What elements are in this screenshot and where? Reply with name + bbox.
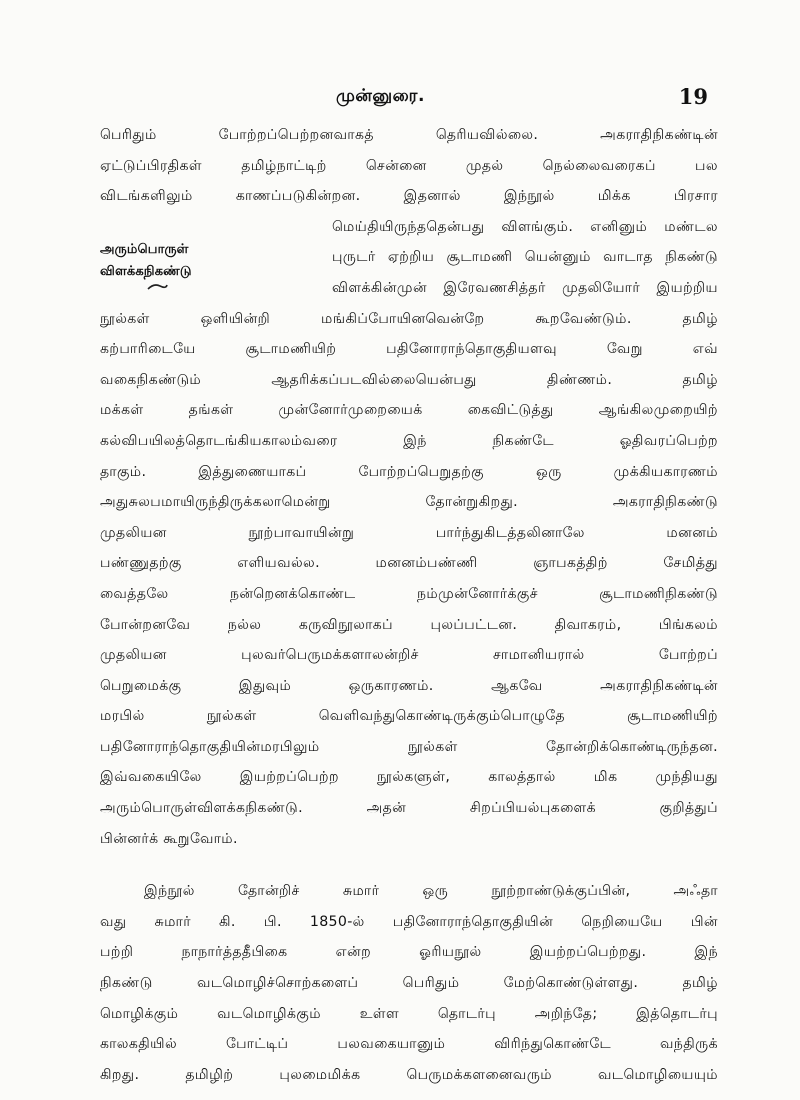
text-line: காலகதியில் போட்டிப் பலவகையானும் விரிந்துகொண்டே வந்திருக்	[100, 1036, 718, 1053]
text-line: கல்விபயிலத்தொடங்கியகாலம்வரை இந் நிகண்டே ஓதிவரப்பெற்ற	[100, 432, 718, 449]
text-line: இந்நூல் தோன்றிச் சுமார் ஒரு நூற்றாண்டுக்குப்பின், அஃதா	[144, 883, 718, 900]
text-line: ஏட்டுப்பிரதிகள் தமிழ்நாட்டிற் சென்னை முதல் நெல்லைவரைகப் பல	[100, 157, 718, 174]
text-line: பண்ணுதற்கு எளியவல்ல. மனனம்பண்ணி ஞாபகத்திற் சேமித்து	[100, 555, 718, 572]
text-line: விளக்கின்முன் இரேவணசித்தர் முதலியோர் இயற்றிய	[332, 279, 718, 296]
running-header	[0, 86, 800, 110]
text-line: புருடர் ஏற்றிய சூடாமணி யென்னும் வாடாத நிகண்டு	[332, 249, 718, 266]
text-line: போன்றனவே நல்ல கருவிநூலாகப் புலப்பட்டன. திவாகரம், பிங்கலம்	[100, 616, 718, 633]
text-line: நூல்கள் ஒளியின்றி மங்கிப்போயினவென்றே கூறவேண்டும். தமிழ்	[100, 310, 718, 327]
text-line: மெய்தியிருந்ததென்பது விளங்கும். எனினும் மண்டல	[332, 218, 718, 235]
text-line: கற்பாரிடையே சூடாமணியிற் பதினோராந்தொகுதியளவு வேறு எவ்	[100, 341, 718, 358]
text-line: பெரிதும் போற்றப்பெற்றனவாகத் தெரியவில்லை. அகராதிநிகண்டின்	[100, 127, 718, 143]
text-line: பெறுமைக்கு இதுவும் ஒருகாரணம். ஆகவே அகராதிநிகண்டின்	[100, 677, 718, 694]
text-line: கிறது. தமிழிற் புலமைமிக்க பெருமக்களனைவரும் வடமொழியையும்	[100, 1066, 718, 1083]
page-number: 19	[678, 84, 708, 109]
text-line: மொழிக்கும் வடமொழிக்கும் உள்ள தொடர்பு அறிந்தே; இத்தொடர்பு	[100, 1005, 718, 1022]
text-line: அரும்பொருள்விளக்கநிகண்டு. அதன் சிறப்பியல்புகளைக் குறித்துப்	[100, 800, 718, 817]
text-line: வது சுமார் கி. பி. 1850-ல் பதினோராந்தொகுதியின் நெறியையே பின்	[100, 913, 718, 930]
text-line: தாகும். இத்துணையாகப் போற்றப்பெறுதற்கு ஒரு முக்கியகாரணம்	[100, 463, 718, 480]
text-line: வகைநிகண்டும் ஆதரிக்கப்படவில்லையென்பது திண்ணம். தமிழ்	[100, 371, 718, 388]
side-heading-line-2: விளக்கநிகண்டு	[100, 264, 192, 279]
side-heading-line-1: அரும்பொருள்	[100, 242, 189, 257]
text-line: முதலியன நூற்பாவாயின்று பார்ந்துகிடத்தலினாலே மனனம்	[100, 524, 718, 541]
text-line: அதுசுலபமாயிருந்திருக்கலாமென்று தோன்றுகிறது. அகராதிநிகண்டு	[100, 494, 718, 511]
text-line: முதலியன புலவர்பெருமக்களாலன்றிச் சாமானியரால் போற்றப்	[100, 647, 718, 664]
text-line: நிகண்டு வடமொழிச்சொற்களைப் பெரிதும் மேற்கொண்டுள்ளது. தமிழ்	[100, 975, 718, 992]
text-line: விடங்களிலும் காணப்படுகின்றன. இதனால் இந்நூல் மிக்க பிரசார	[100, 188, 718, 205]
running-title: முன்னுரை.	[336, 86, 425, 106]
text-line: மரபில் நூல்கள் வெளிவந்துகொண்டிருக்கும்பொழுதே சூடாமணியிற்	[100, 708, 718, 725]
text-line: மக்கள் தங்கள் முன்னோர்முறையைக் கைவிட்டுத்து ஆங்கிலமுறையிற்	[100, 402, 718, 419]
text-line: பதினோராந்தொகுதியின்மரபிலும் நூல்கள் தோன்றிக்கொண்டிருந்தன.	[100, 738, 718, 755]
text-line: இவ்வகையிலே இயற்றப்பெற்ற நூல்களுள், காலத்தால் மிக முந்தியது	[100, 769, 718, 786]
body-text	[100, 120, 718, 1090]
text-line: பின்னர்க் கூறுவோம்.	[100, 830, 238, 847]
text-line: வைத்தலே நன்றெனக்கொண்ட நம்முன்னோர்க்குச் சூடாமணிநிகண்டு	[100, 585, 718, 602]
paragraph-gap	[100, 854, 718, 876]
text-line: பற்றி நாநார்த்ததீபிகை என்ற ஓரியநூல் இயற்றப்பெற்றது. இந்	[100, 944, 718, 961]
